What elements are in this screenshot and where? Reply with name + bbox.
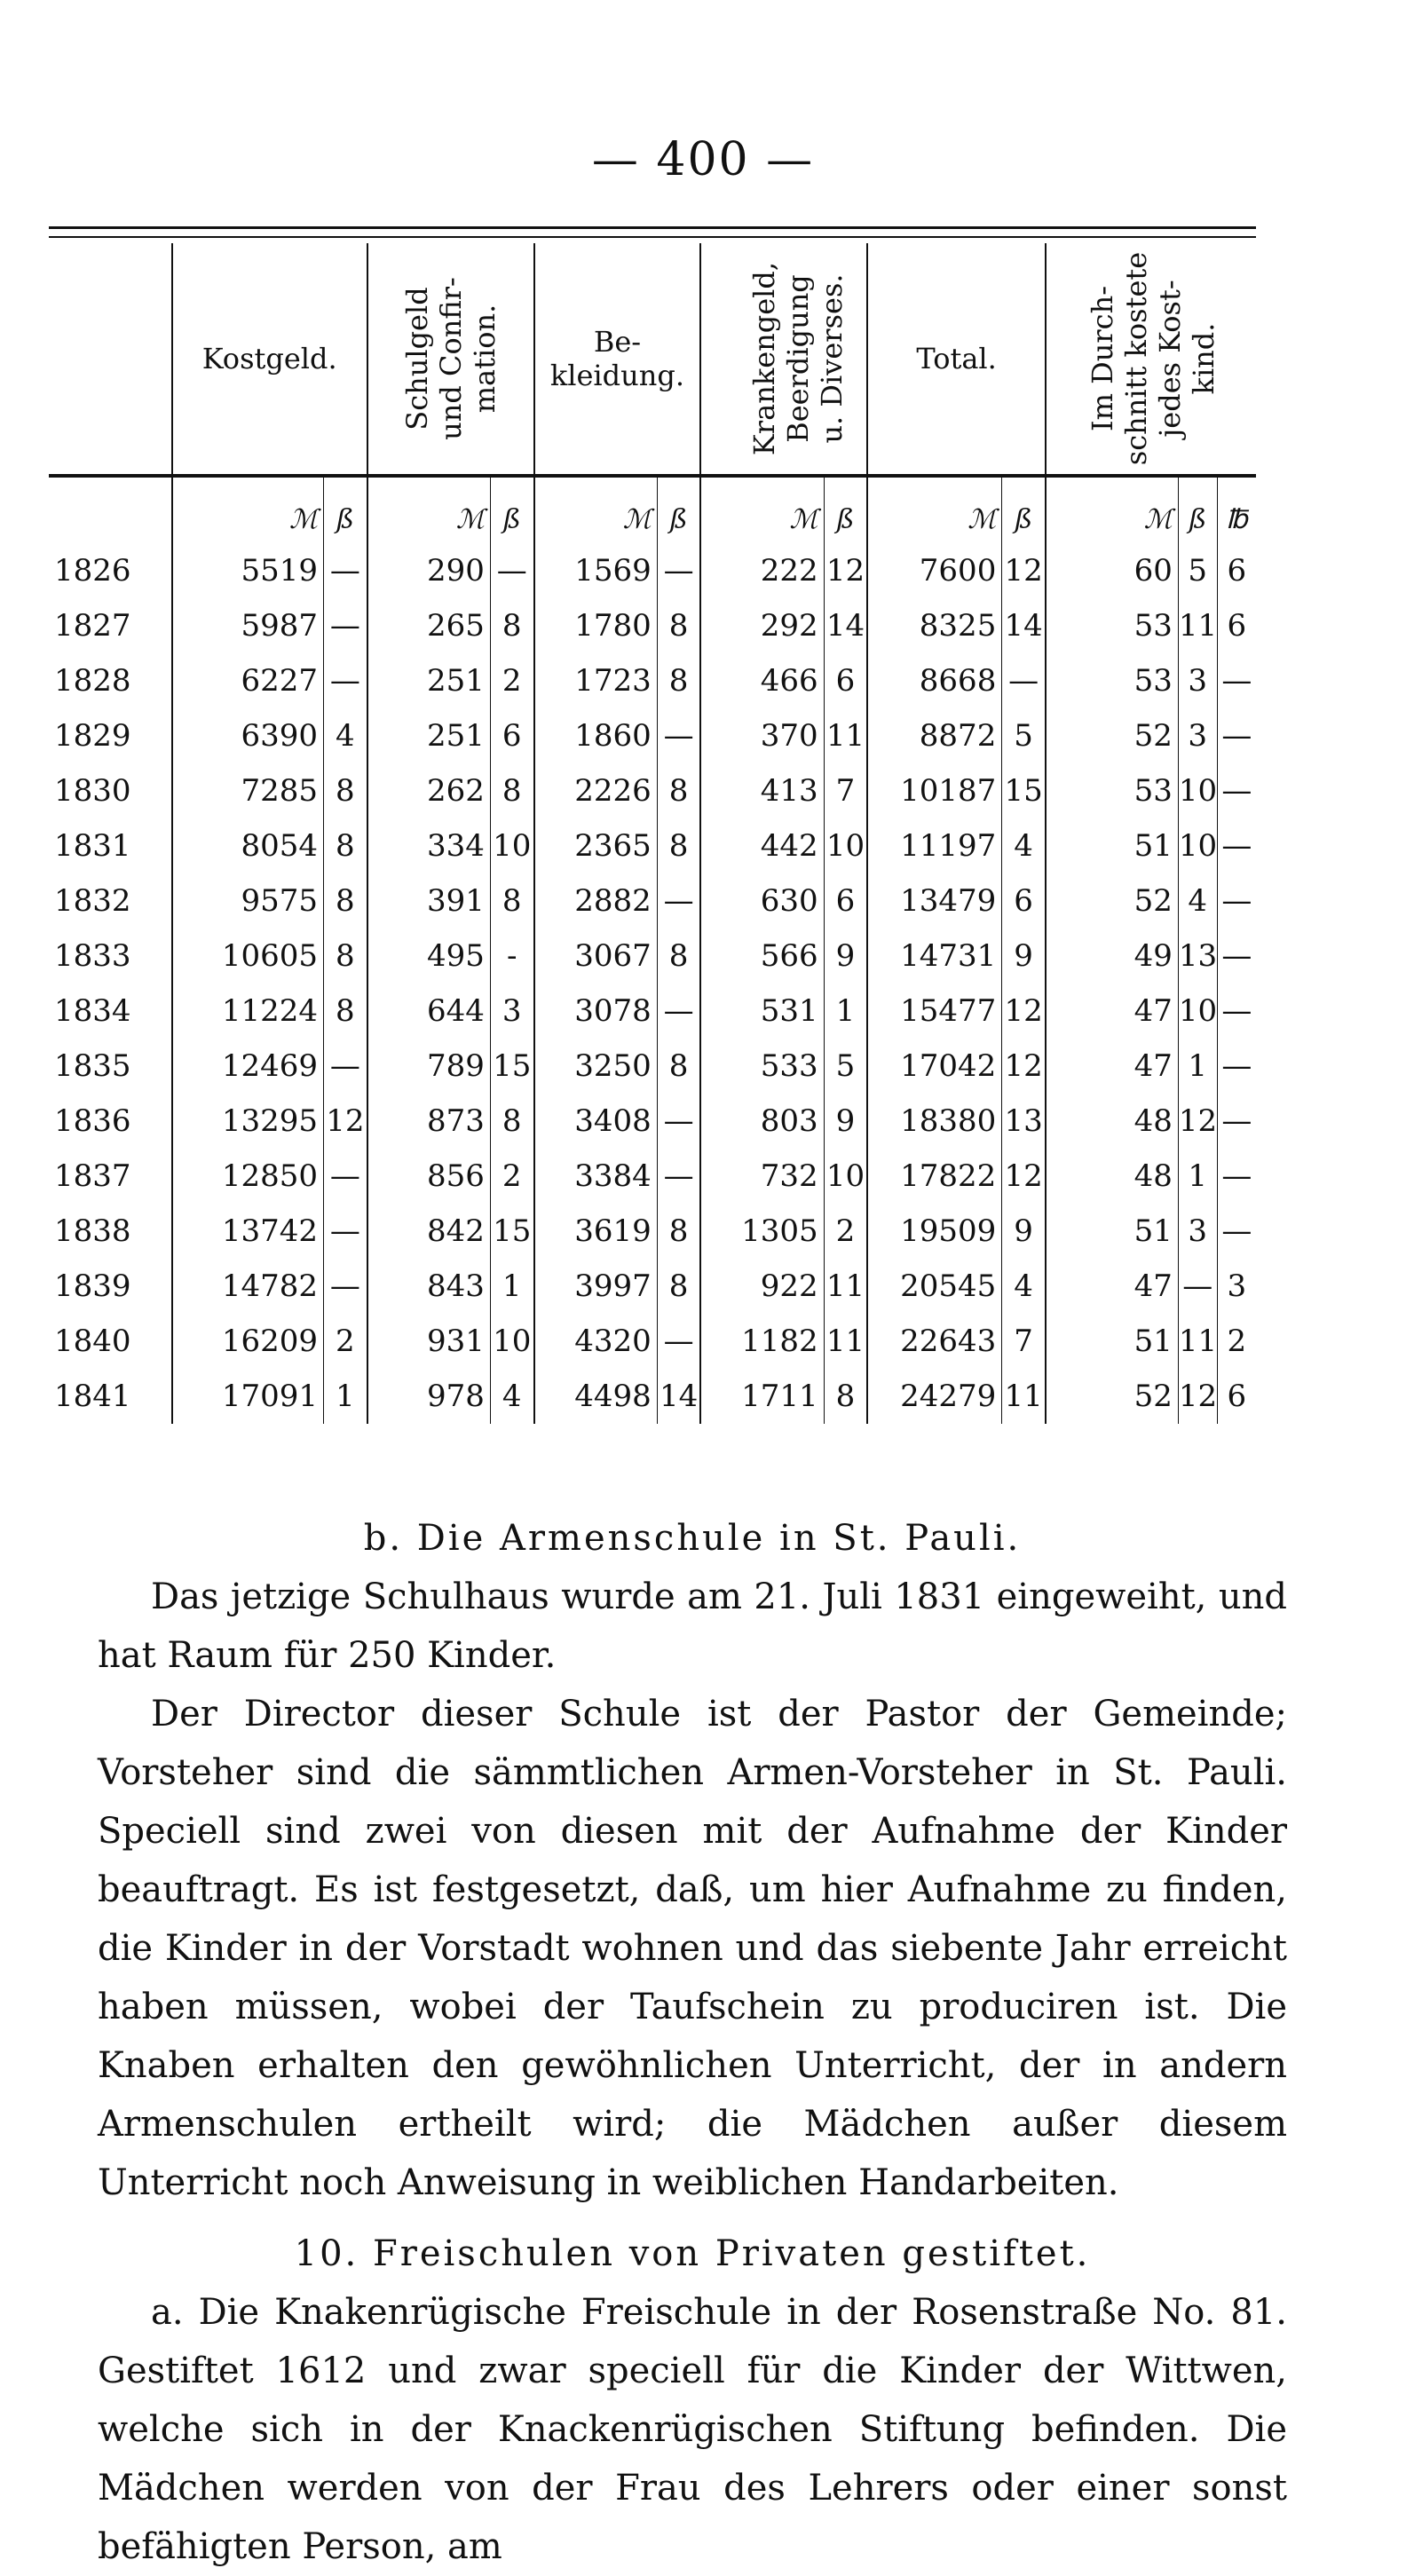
value-cell: 5 (1178, 543, 1217, 598)
value-cell: 370 (700, 708, 824, 763)
value-cell: 856 (367, 1149, 491, 1204)
table-row (49, 1314, 1256, 1369)
value-cell: 843 (367, 1259, 491, 1314)
value-cell: — (1217, 984, 1256, 1039)
table-row (49, 1369, 1256, 1424)
unit-cell: ℳ (867, 476, 1002, 543)
value-cell: 3067 (534, 928, 658, 984)
value-cell: 789 (367, 1039, 491, 1094)
value-cell: 10 (1178, 984, 1217, 1039)
header-row (49, 243, 1256, 476)
unit-cell (49, 476, 172, 543)
value-cell: 52 (1046, 873, 1178, 928)
value-cell: 5987 (172, 598, 324, 653)
value-cell: 15 (490, 1204, 533, 1259)
value-cell: 495 (367, 928, 491, 984)
value-cell: 20545 (867, 1259, 1002, 1314)
value-cell: 9 (824, 928, 867, 984)
value-cell: 4 (490, 1369, 533, 1424)
value-cell: — (1178, 1259, 1217, 1314)
year-cell: 1826 (54, 553, 131, 589)
value-cell: 3408 (534, 1094, 658, 1149)
table-row (49, 543, 1256, 598)
year-cell: 1828 (54, 663, 131, 699)
unit-cell: ß (657, 476, 700, 543)
value-cell: 13295 (172, 1094, 324, 1149)
value-cell: 24279 (867, 1369, 1002, 1424)
table-row (49, 598, 1256, 653)
year-cell: 1835 (54, 1048, 131, 1084)
value-cell: — (1002, 653, 1046, 708)
section-b-paragraph-2: Der Director dieser Schule ist der Pastor der Gemeinde; Vorsteher sind die sämmtlichen Armen-Vorsteher in St. Pauli. Speciell sind zwei von diesen mit der Aufnahme der Kinder beauftragt. Es ist festgesetzt, daß, um hier Aufnahme zu finden, die Kinder in der Vorstadt wohnen und das siebente Jahr erreicht haben müssen, wobei der Taufschein zu produciren ist. Die Knaben erhalten den gewöhnlichen Unterricht, der in andern Armenschulen ertheilt wird; die Mädchen außer diesem Unterricht noch Anweisung in weiblichen Handarbeiten. (98, 1694, 1287, 2203)
value-cell: 8 (490, 763, 533, 818)
value-cell: 14 (1002, 598, 1046, 653)
table-row (49, 984, 1256, 1039)
value-cell: — (657, 1314, 700, 1369)
value-cell: 11 (824, 1259, 867, 1314)
page-number: — 400 — (591, 133, 815, 186)
value-cell: 2 (1217, 1314, 1256, 1369)
value-cell: 1860 (534, 708, 658, 763)
header-bekleidung: Be- kleidung. (534, 243, 701, 476)
year-cell: 1838 (54, 1213, 131, 1249)
value-cell: 11197 (867, 818, 1002, 873)
value-cell: — (1217, 1204, 1256, 1259)
value-cell: 12 (324, 1094, 367, 1149)
table-row (49, 873, 1256, 928)
units-row (49, 476, 1256, 543)
value-cell: - (490, 928, 533, 984)
value-cell: 931 (367, 1314, 491, 1369)
unit-cell: ℳ (367, 476, 491, 543)
value-cell: 6 (1002, 873, 1046, 928)
value-cell: — (657, 1149, 700, 1204)
value-cell: 12 (1178, 1369, 1217, 1424)
value-cell: 6 (1217, 1369, 1256, 1424)
body-text (98, 1509, 1287, 2576)
value-cell: 11 (824, 1314, 867, 1369)
value-cell: — (1217, 708, 1256, 763)
value-cell: — (324, 653, 367, 708)
section-10-paragraph-1: a. Die Knakenrügische Freischule in der Rosenstraße No. 81. Gestiftet 1612 und zwar speciell für die Kinder der Wittwen, welche sich in der Knackenrügischen Stiftung befinden. Die Mädchen werden von der Frau des Lehrers oder einer sonst befähigten Person, am (98, 2292, 1287, 2567)
value-cell: 53 (1046, 763, 1178, 818)
value-cell: 3 (1217, 1259, 1256, 1314)
value-cell: — (657, 708, 700, 763)
value-cell: 8 (657, 653, 700, 708)
value-cell: — (1217, 818, 1256, 873)
value-cell: 630 (700, 873, 824, 928)
value-cell: 2 (824, 1204, 867, 1259)
year-cell: 1827 (54, 608, 131, 644)
year-cell: 1837 (54, 1158, 131, 1194)
value-cell: 1305 (700, 1204, 824, 1259)
value-cell: 4 (324, 708, 367, 763)
value-cell: 5 (824, 1039, 867, 1094)
value-cell: — (657, 873, 700, 928)
value-cell: 7600 (867, 543, 1002, 598)
year-cell: 1839 (54, 1268, 131, 1304)
table-row (49, 708, 1256, 763)
value-cell: — (1217, 653, 1256, 708)
value-cell: — (1217, 1149, 1256, 1204)
value-cell: 8 (657, 598, 700, 653)
value-cell: 10 (1178, 818, 1217, 873)
section-b-paragraph-1: Das jetzige Schulhaus wurde am 21. Juli 1831 eingeweiht, und hat Raum für 250 Kinder. (98, 1576, 1287, 1676)
value-cell: 53 (1046, 653, 1178, 708)
value-cell: 9 (1002, 928, 1046, 984)
table-row (49, 763, 1256, 818)
value-cell: 533 (700, 1039, 824, 1094)
table-row (49, 1204, 1256, 1259)
value-cell: 8 (824, 1369, 867, 1424)
value-cell: 2 (324, 1314, 367, 1369)
value-cell: 4 (1002, 818, 1046, 873)
value-cell: 8 (657, 1204, 700, 1259)
value-cell: 265 (367, 598, 491, 653)
table-row (49, 818, 1256, 873)
value-cell: 9 (824, 1094, 867, 1149)
value-cell: 9 (1002, 1204, 1046, 1259)
value-cell: 6 (1217, 598, 1256, 653)
value-cell: 5519 (172, 543, 324, 598)
table-row (49, 1039, 1256, 1094)
value-cell: 922 (700, 1259, 824, 1314)
value-cell: 17042 (867, 1039, 1002, 1094)
value-cell: 11224 (172, 984, 324, 1039)
value-cell: 262 (367, 763, 491, 818)
value-cell: 12 (1002, 1039, 1046, 1094)
value-cell: 8 (324, 818, 367, 873)
value-cell: 251 (367, 653, 491, 708)
value-cell: 8325 (867, 598, 1002, 653)
year-cell: 1836 (54, 1103, 131, 1139)
value-cell: — (657, 1094, 700, 1149)
value-cell: 12 (1002, 543, 1046, 598)
value-cell: 18380 (867, 1094, 1002, 1149)
value-cell: 12469 (172, 1039, 324, 1094)
value-cell: 3384 (534, 1149, 658, 1204)
value-cell: — (657, 984, 700, 1039)
header-year (49, 243, 172, 476)
value-cell: 12 (824, 543, 867, 598)
value-cell: 4320 (534, 1314, 658, 1369)
value-cell: 2365 (534, 818, 658, 873)
value-cell: 8 (657, 1039, 700, 1094)
value-cell: 3 (1178, 653, 1217, 708)
value-cell: 2882 (534, 873, 658, 928)
value-cell: 8054 (172, 818, 324, 873)
value-cell: 1182 (700, 1314, 824, 1369)
value-cell: — (324, 1149, 367, 1204)
header-durchschnitt: Im Durch- schnitt kostete jedes Kost- kind. (1046, 243, 1256, 476)
section-b-heading: b. Die Armenschule in St. Pauli. (363, 1518, 1022, 1559)
value-cell: 8 (324, 928, 367, 984)
value-cell: 3 (1178, 708, 1217, 763)
value-cell: 8872 (867, 708, 1002, 763)
value-cell: 13 (1178, 928, 1217, 984)
value-cell: 48 (1046, 1094, 1178, 1149)
value-cell: 47 (1046, 1039, 1178, 1094)
value-cell: 334 (367, 818, 491, 873)
value-cell: 47 (1046, 984, 1178, 1039)
value-cell: 10 (824, 818, 867, 873)
value-cell: 1780 (534, 598, 658, 653)
value-cell: 3078 (534, 984, 658, 1039)
value-cell: 442 (700, 818, 824, 873)
value-cell: 8 (657, 1259, 700, 1314)
value-cell: 6 (824, 873, 867, 928)
table-row (49, 1094, 1256, 1149)
value-cell: 8 (657, 928, 700, 984)
unit-cell: ß (324, 476, 367, 543)
value-cell: 566 (700, 928, 824, 984)
value-cell: 12 (1002, 1149, 1046, 1204)
value-cell: 12850 (172, 1149, 324, 1204)
table-body (49, 476, 1256, 1424)
value-cell: 11 (824, 708, 867, 763)
value-cell: 15477 (867, 984, 1002, 1039)
year-cell: 1840 (54, 1324, 131, 1359)
value-cell: 15 (1002, 763, 1046, 818)
value-cell: 3997 (534, 1259, 658, 1314)
value-cell: 17091 (172, 1369, 324, 1424)
value-cell: 15 (490, 1039, 533, 1094)
value-cell: — (1217, 1039, 1256, 1094)
value-cell: 12 (1002, 984, 1046, 1039)
value-cell: — (324, 1259, 367, 1314)
value-cell: — (1217, 763, 1256, 818)
value-cell: 11 (1002, 1369, 1046, 1424)
value-cell: 14 (824, 598, 867, 653)
value-cell: 13742 (172, 1204, 324, 1259)
value-cell: 732 (700, 1149, 824, 1204)
value-cell: 48 (1046, 1149, 1178, 1204)
section-10-heading: 10. Freischulen von Privaten gestiftet. (294, 2233, 1091, 2274)
value-cell: 47 (1046, 1259, 1178, 1314)
value-cell: 52 (1046, 1369, 1178, 1424)
value-cell: 1 (824, 984, 867, 1039)
value-cell: 803 (700, 1094, 824, 1149)
value-cell: 3 (1178, 1204, 1217, 1259)
value-cell: 10 (490, 1314, 533, 1369)
value-cell: 13 (1002, 1094, 1046, 1149)
value-cell: 11 (1178, 598, 1217, 653)
value-cell: — (324, 1039, 367, 1094)
value-cell: 17822 (867, 1149, 1002, 1204)
value-cell: 8 (657, 763, 700, 818)
value-cell: 19509 (867, 1204, 1002, 1259)
value-cell: 53 (1046, 598, 1178, 653)
value-cell: 391 (367, 873, 491, 928)
unit-cell: ß (490, 476, 533, 543)
value-cell: 10605 (172, 928, 324, 984)
value-cell: 6227 (172, 653, 324, 708)
value-cell: 4498 (534, 1369, 658, 1424)
value-cell: 51 (1046, 1314, 1178, 1369)
value-cell: 51 (1046, 1204, 1178, 1259)
value-cell: 14782 (172, 1259, 324, 1314)
value-cell: 49 (1046, 928, 1178, 984)
value-cell: — (1217, 1094, 1256, 1149)
value-cell: 292 (700, 598, 824, 653)
value-cell: 1723 (534, 653, 658, 708)
unit-cell: ß (1002, 476, 1046, 543)
value-cell: 978 (367, 1369, 491, 1424)
value-cell: 1 (324, 1369, 367, 1424)
value-cell: 8 (490, 598, 533, 653)
value-cell: 1569 (534, 543, 658, 598)
value-cell: 9575 (172, 873, 324, 928)
value-cell: 7285 (172, 763, 324, 818)
value-cell: 8 (324, 763, 367, 818)
value-cell: 222 (700, 543, 824, 598)
value-cell: — (324, 1204, 367, 1259)
header-kostgeld: Kostgeld. (172, 243, 367, 476)
value-cell: 6 (490, 708, 533, 763)
year-cell: 1841 (54, 1379, 131, 1414)
value-cell: 10 (1178, 763, 1217, 818)
value-cell: 7 (1002, 1314, 1046, 1369)
value-cell: 12 (1178, 1094, 1217, 1149)
value-cell: 1711 (700, 1369, 824, 1424)
value-cell: 11 (1178, 1314, 1217, 1369)
value-cell: 5 (1002, 708, 1046, 763)
value-cell: 290 (367, 543, 491, 598)
value-cell: 842 (367, 1204, 491, 1259)
value-cell: 8 (490, 1094, 533, 1149)
value-cell: 8 (657, 818, 700, 873)
table-top-rule (49, 226, 1256, 238)
statistics-table (49, 243, 1256, 1424)
value-cell: — (324, 598, 367, 653)
value-cell: 7 (824, 763, 867, 818)
value-cell: 10 (490, 818, 533, 873)
year-cell: 1831 (54, 828, 131, 864)
value-cell: 6 (1217, 543, 1256, 598)
value-cell: 413 (700, 763, 824, 818)
year-cell: 1829 (54, 718, 131, 754)
header-schulgeld: Schulgeld und Confir- mation. (367, 243, 534, 476)
value-cell: 6390 (172, 708, 324, 763)
value-cell: 6 (824, 653, 867, 708)
value-cell: 14731 (867, 928, 1002, 984)
value-cell: 10 (824, 1149, 867, 1204)
table-row (49, 928, 1256, 984)
value-cell: 1 (490, 1259, 533, 1314)
value-cell: — (1217, 873, 1256, 928)
value-cell: 531 (700, 984, 824, 1039)
unit-cell: ℔ (1217, 476, 1256, 543)
value-cell: 2226 (534, 763, 658, 818)
unit-cell: ß (824, 476, 867, 543)
unit-cell: ℳ (1046, 476, 1178, 543)
value-cell: 251 (367, 708, 491, 763)
value-cell: 8 (490, 873, 533, 928)
value-cell: 52 (1046, 708, 1178, 763)
value-cell: — (657, 543, 700, 598)
header-total: Total. (867, 243, 1046, 476)
year-cell: 1833 (54, 938, 131, 974)
value-cell: 2 (490, 653, 533, 708)
value-cell: 8668 (867, 653, 1002, 708)
year-cell: 1834 (54, 993, 131, 1029)
value-cell: 4 (1178, 873, 1217, 928)
value-cell: 873 (367, 1094, 491, 1149)
year-cell: 1832 (54, 883, 131, 919)
statistics-table-container (49, 226, 1256, 1424)
value-cell: 16209 (172, 1314, 324, 1369)
value-cell: 22643 (867, 1314, 1002, 1369)
header-krankengeld: Krankengeld, Beerdigung u. Diverses. (700, 243, 867, 476)
table-row (49, 1259, 1256, 1314)
value-cell: 8 (324, 984, 367, 1039)
value-cell: 51 (1046, 818, 1178, 873)
table-row (49, 1149, 1256, 1204)
unit-cell: ℳ (534, 476, 658, 543)
value-cell: 3250 (534, 1039, 658, 1094)
value-cell: — (324, 543, 367, 598)
value-cell: 13479 (867, 873, 1002, 928)
value-cell: — (490, 543, 533, 598)
unit-cell: ß (1178, 476, 1217, 543)
unit-cell: ℳ (172, 476, 324, 543)
value-cell: 3619 (534, 1204, 658, 1259)
year-cell: 1830 (54, 773, 131, 809)
value-cell: 3 (490, 984, 533, 1039)
value-cell: 2 (490, 1149, 533, 1204)
table-row (49, 653, 1256, 708)
unit-cell: ℳ (700, 476, 824, 543)
value-cell: 14 (657, 1369, 700, 1424)
value-cell: 4 (1002, 1259, 1046, 1314)
value-cell: 8 (324, 873, 367, 928)
value-cell: 466 (700, 653, 824, 708)
value-cell: 10187 (867, 763, 1002, 818)
value-cell: 644 (367, 984, 491, 1039)
value-cell: 1 (1178, 1149, 1217, 1204)
value-cell: — (1217, 928, 1256, 984)
value-cell: 60 (1046, 543, 1178, 598)
value-cell: 1 (1178, 1039, 1217, 1094)
